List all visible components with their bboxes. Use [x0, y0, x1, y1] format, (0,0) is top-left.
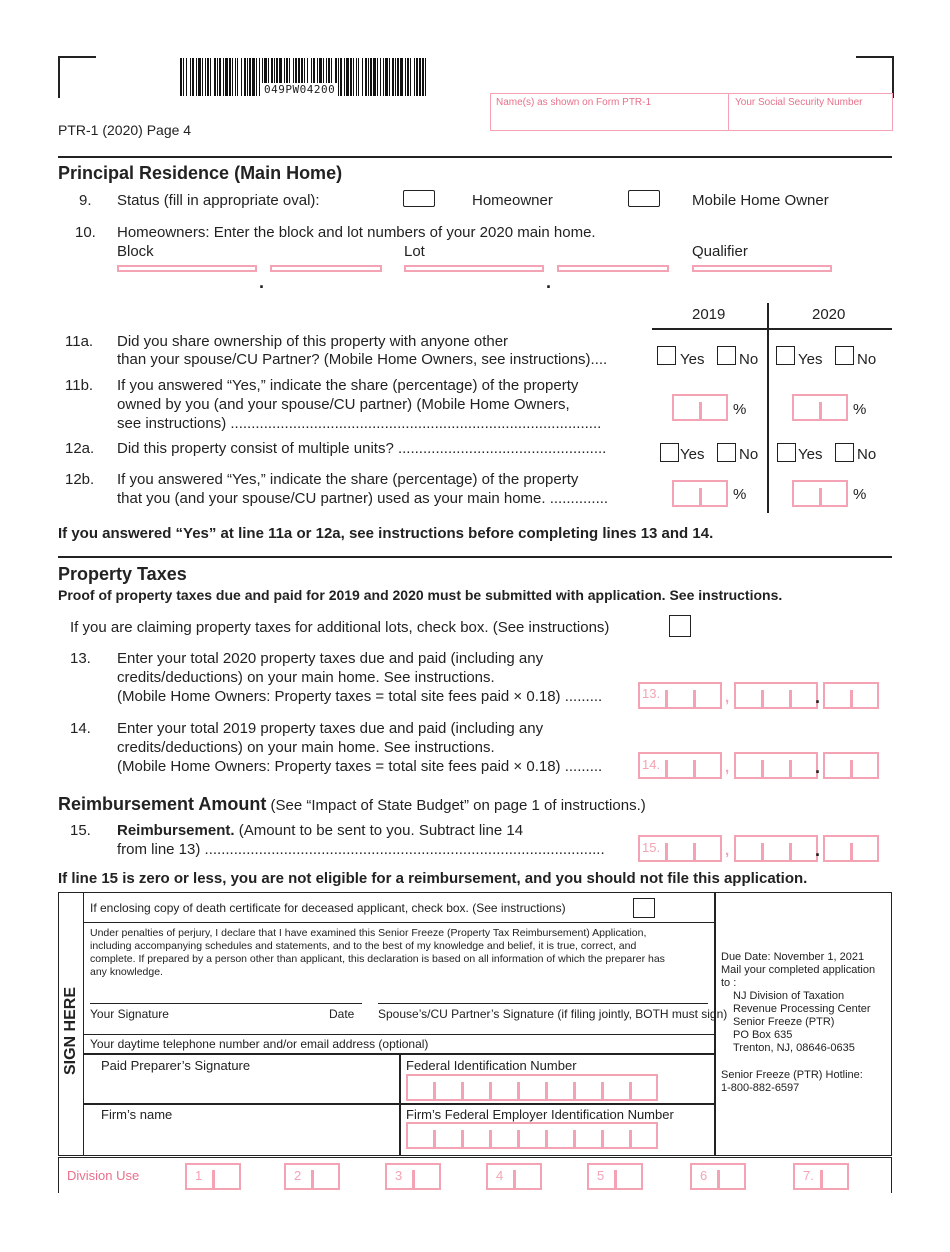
homeowner-oval[interactable]	[403, 190, 435, 207]
barcode-bar	[385, 58, 388, 96]
divider	[84, 922, 714, 923]
barcode-bar	[410, 58, 411, 96]
division-use-field[interactable]	[587, 1163, 643, 1190]
cell-divider	[545, 1082, 548, 1101]
cell-divider	[850, 690, 853, 709]
division-use-field[interactable]	[385, 1163, 441, 1190]
your-signature-label: Your Signature	[90, 1007, 169, 1021]
hotline-label: Senior Freeze (PTR) Hotline:	[721, 1069, 863, 1081]
barcode-bar	[405, 58, 406, 96]
cell-divider	[601, 1130, 604, 1149]
line-11a-text-1: Did you share ownership of this property with anyone other	[117, 333, 509, 350]
cell-divider	[819, 488, 822, 507]
spouse-signature-line[interactable]	[378, 1003, 708, 1004]
block-label: Block	[117, 243, 154, 260]
barcode-bar	[356, 58, 357, 96]
barcode-bar	[362, 58, 363, 96]
sign-here-label: SIGN HERE	[62, 987, 79, 1076]
mail-line: to :	[721, 977, 737, 989]
cell-divider	[699, 402, 702, 421]
due-date: Due Date: November 1, 2021	[721, 951, 865, 963]
mail-info	[721, 951, 875, 1095]
amount-dot: .	[815, 687, 821, 707]
cell-divider	[789, 843, 792, 862]
year-column-divider	[767, 303, 769, 513]
barcode-bar	[377, 58, 378, 96]
division-use-number: 1	[195, 1168, 203, 1183]
barcode-bar	[192, 58, 194, 96]
cell-divider	[761, 843, 764, 862]
division-use-number: 7.	[803, 1168, 814, 1183]
corner-mark-right	[856, 56, 894, 98]
no-label: No	[739, 351, 759, 368]
line-11a-text-2: than your spouse/CU Partner? (Mobile Home Owners, see instructions)....	[117, 351, 608, 368]
percent-sign: %	[853, 486, 867, 503]
yes-label: Yes	[798, 351, 823, 368]
amount-cell-group[interactable]	[638, 752, 722, 779]
barcode-bar	[219, 58, 221, 96]
line-13-box-label: 13.	[642, 686, 661, 701]
address-line: Senior Freeze (PTR)	[733, 1016, 835, 1028]
11b-2019-percent-field[interactable]	[672, 394, 728, 421]
barcode-bar	[338, 58, 339, 96]
barcode-bar	[392, 58, 394, 96]
preparer-divider	[399, 1053, 401, 1156]
line-13-text-1: Enter your total 2020 property taxes due and paid (including any	[117, 650, 544, 667]
division-use-field[interactable]	[793, 1163, 849, 1190]
12a-2020-yes-checkbox[interactable]	[777, 443, 796, 462]
cell-divider	[601, 1082, 604, 1101]
mail-column-divider	[714, 892, 716, 1156]
cell-divider	[629, 1130, 632, 1149]
fed-id-field[interactable]	[406, 1074, 658, 1101]
barcode-bar	[350, 58, 352, 96]
amount-comma: ,	[725, 689, 730, 706]
barcode-bar	[196, 58, 197, 96]
no-label: No	[739, 446, 759, 463]
qualifier-label: Qualifier	[692, 243, 748, 260]
cell-divider	[789, 690, 792, 709]
11a-2020-no-checkbox[interactable]	[835, 346, 854, 365]
cell-divider	[489, 1130, 492, 1149]
barcode-bar	[186, 58, 187, 96]
barcode-bar	[232, 58, 233, 96]
barcode-bar	[235, 58, 236, 96]
cell-divider	[629, 1082, 632, 1101]
section-title-taxes: Property Taxes	[58, 564, 187, 584]
barcode-bar	[202, 58, 203, 96]
amount-cell-group[interactable]	[734, 835, 821, 862]
division-use-number: 6	[700, 1168, 708, 1183]
barcode-bar	[241, 58, 242, 96]
perjury-line: including accompanying schedules and statements, and to the best of my knowledge and belief, it is true, correct, and	[90, 940, 637, 952]
line-10-text: Homeowners: Enter the block and lot numbers of your 2020 main home.	[117, 224, 596, 241]
cell-divider	[665, 843, 668, 862]
division-use-number: 3	[395, 1168, 403, 1183]
preparer-signature-label: Paid Preparer’s Signature	[101, 1058, 251, 1073]
division-use-field[interactable]	[486, 1163, 542, 1190]
12a-2019-no-checkbox[interactable]	[717, 443, 736, 462]
barcode-bar	[389, 58, 390, 96]
barcode-bar	[252, 58, 255, 96]
barcode-bar	[237, 58, 238, 96]
firm-name-label: Firm’s name	[101, 1107, 173, 1122]
divider	[58, 556, 892, 558]
divider	[84, 1103, 714, 1105]
line-14-number: 14.	[70, 720, 91, 737]
barcode-bar	[368, 58, 369, 96]
barcode-bar	[205, 58, 206, 96]
amount-dot: .	[815, 840, 821, 860]
barcode-bar	[229, 58, 231, 96]
line-11b-text-2: owned by you (and your spouse/CU partner) (Mobile Home Owners,	[117, 396, 570, 413]
additional-lots-checkbox[interactable]	[669, 615, 691, 637]
ssn-field[interactable]	[728, 93, 893, 131]
division-use-number: 2	[294, 1168, 302, 1183]
amount-cell-group[interactable]	[734, 752, 821, 779]
death-cert-checkbox[interactable]	[633, 898, 655, 918]
amount-cell-group[interactable]	[823, 682, 879, 709]
reimbursement-warning: If line 15 is zero or less, you are not eligible for a reimbursement, and you should not file this application.	[58, 870, 808, 887]
barcode-bar	[416, 58, 418, 96]
section-title-reimbursement	[58, 794, 646, 815]
mobile-home-label: Mobile Home Owner	[692, 192, 829, 209]
hotline-number: 1-800-882-6597	[721, 1082, 800, 1094]
division-use-box	[58, 1157, 892, 1193]
ssn-label: Your Social Security Number	[735, 97, 863, 108]
barcode-bar	[370, 58, 372, 96]
line-15-text-1	[117, 822, 523, 839]
cell-divider	[665, 690, 668, 709]
address-line: Revenue Processing Center	[733, 1003, 871, 1015]
amount-cell-group[interactable]	[638, 835, 722, 862]
cell-divider	[850, 843, 853, 862]
cell-divider	[461, 1130, 464, 1149]
line-13-number: 13.	[70, 650, 91, 667]
additional-lots-text: If you are claiming property taxes for additional lots, check box. (See instructions)	[70, 619, 610, 636]
line-11b-text-1: If you answered “Yes,” indicate the share (percentage) of the property	[117, 377, 579, 394]
barcode-bar	[425, 58, 426, 96]
barcode-bar	[383, 58, 384, 96]
barcode-bar	[180, 58, 182, 96]
cell-divider	[212, 1170, 215, 1189]
mobile-home-oval[interactable]	[628, 190, 660, 207]
barcode-bar	[190, 58, 191, 96]
12b-2019-percent-field[interactable]	[672, 480, 728, 507]
lot-suffix-field[interactable]	[557, 265, 669, 272]
barcode-bar	[244, 58, 246, 96]
cell-divider	[573, 1082, 576, 1101]
barcode-bar	[365, 58, 367, 96]
cell-divider	[461, 1082, 464, 1101]
barcode-bar	[373, 58, 376, 96]
lot-label: Lot	[404, 243, 425, 260]
line-14-text-3: (Mobile Home Owners: Property taxes = total site fees paid × 0.18) .........	[117, 758, 603, 775]
year-2019-header: 2019	[692, 306, 726, 323]
barcode-bar	[210, 58, 211, 96]
your-signature-line[interactable]	[90, 1003, 362, 1004]
11a-2019-yes-checkbox[interactable]	[657, 346, 676, 365]
division-use-field[interactable]	[185, 1163, 241, 1190]
amount-cell-group[interactable]	[823, 752, 879, 779]
no-label: No	[857, 446, 877, 463]
year-divider	[652, 328, 892, 330]
divider	[58, 156, 892, 158]
cell-divider	[819, 402, 822, 421]
divider	[84, 1034, 714, 1035]
barcode-bar	[414, 58, 415, 96]
death-cert-text: If enclosing copy of death certificate for deceased applicant, check box. (See instructions)	[90, 901, 566, 915]
division-use-field[interactable]	[690, 1163, 746, 1190]
reimbursement-note: (See “Impact of State Budget” on page 1 of instructions.)	[270, 797, 646, 814]
cell-divider	[489, 1082, 492, 1101]
line-14-box-label: 14.	[642, 757, 661, 772]
line-11b-text-3: see instructions) .........................................................................................	[117, 415, 602, 432]
cell-divider	[433, 1082, 436, 1101]
barcode-bar	[407, 58, 409, 96]
barcode-bar	[340, 58, 342, 96]
barcode-bar	[259, 58, 260, 96]
barcode-bar	[400, 58, 403, 96]
line-15-desc: (Amount to be sent to you. Subtract line 14	[238, 822, 524, 839]
firm-fein-field[interactable]	[406, 1122, 658, 1149]
barcode-bar	[395, 58, 396, 96]
spouse-signature-label: Spouse’s/CU Partner’s Signature (if filing jointly, BOTH must sign)	[378, 1007, 728, 1021]
cell-divider	[614, 1170, 617, 1189]
barcode-bar	[346, 58, 349, 96]
cell-divider	[573, 1130, 576, 1149]
barcode-bar	[223, 58, 224, 96]
line-12b-text-2: that you (and your spouse/CU partner) used as your main home. ..............	[117, 490, 609, 507]
division-use-label: Division Use	[67, 1168, 140, 1183]
cell-divider	[820, 1170, 823, 1189]
block-number-field[interactable]	[117, 265, 257, 272]
barcode-bar	[422, 58, 424, 96]
barcode-bar	[247, 58, 248, 96]
perjury-line: any knowledge.	[90, 966, 163, 978]
barcode-bar	[397, 58, 399, 96]
percent-sign: %	[733, 486, 747, 503]
line-12a-text: Did this property consist of multiple units? ..................................................	[117, 440, 607, 457]
cell-divider	[717, 1170, 720, 1189]
cell-divider	[789, 760, 792, 779]
amount-comma: ,	[725, 759, 730, 776]
perjury-statement	[90, 927, 710, 979]
homeowner-label: Homeowner	[472, 192, 553, 209]
12a-2019-yes-checkbox[interactable]	[660, 443, 679, 462]
amount-cell-group[interactable]	[638, 682, 722, 709]
yes-label: Yes	[680, 446, 705, 463]
taxes-proof: Proof of property taxes due and paid for 2019 and 2020 must be submitted with application. See instructions.	[58, 587, 783, 603]
line-13-text-3: (Mobile Home Owners: Property taxes = total site fees paid × 0.18) .........	[117, 688, 603, 705]
phone-label: Your daytime telephone number and/or email address (optional)	[90, 1037, 429, 1051]
line-14-text-2: credits/deductions) on your main home. See instructions.	[117, 739, 495, 756]
line-12b-number: 12b.	[65, 471, 95, 488]
perjury-line: Under penalties of perjury, I declare that I have examined this Senior Freeze (Property Tax Reimbursement) Application,	[90, 927, 647, 939]
yes-label: Yes	[798, 446, 823, 463]
cell-divider	[693, 843, 696, 862]
barcode-bar	[380, 58, 381, 96]
barcode-number: 049PW04200	[264, 83, 336, 96]
division-use-number: 5	[597, 1168, 605, 1183]
mail-line: Mail your completed application	[721, 964, 876, 976]
line-11a-number: 11a.	[65, 333, 94, 350]
11a-2019-no-checkbox[interactable]	[717, 346, 736, 365]
address-line: PO Box 635	[733, 1029, 793, 1041]
percent-sign: %	[853, 401, 867, 418]
line-15-bold: Reimbursement.	[117, 822, 235, 839]
line-13-text-2: credits/deductions) on your main home. See instructions.	[117, 669, 495, 686]
barcode-bar	[183, 58, 184, 96]
barcode-bar	[419, 58, 421, 96]
amount-cell-group[interactable]	[823, 835, 879, 862]
cell-divider	[311, 1170, 314, 1189]
reimbursement-title: Reimbursement Amount	[58, 794, 267, 814]
date-label: Date	[329, 1007, 355, 1021]
name-field[interactable]	[490, 93, 730, 131]
cell-divider	[693, 690, 696, 709]
cell-divider	[665, 760, 668, 779]
line-14-text-1: Enter your total 2019 property taxes due and paid (including any	[117, 720, 544, 737]
11b-2020-percent-field[interactable]	[792, 394, 848, 421]
no-label: No	[857, 351, 877, 368]
percent-sign: %	[733, 401, 747, 418]
address-line: NJ Division of Taxation	[733, 990, 845, 1002]
name-label: Name(s) as shown on Form PTR-1	[496, 97, 652, 108]
barcode-bar	[225, 58, 228, 96]
amount-dot: .	[815, 757, 821, 777]
line-11b-number: 11b.	[65, 377, 94, 394]
block-dot: .	[259, 272, 265, 292]
line-10-number: 10.	[75, 224, 96, 241]
cell-divider	[693, 760, 696, 779]
cell-divider	[412, 1170, 415, 1189]
qualifier-field[interactable]	[692, 265, 832, 272]
fed-id-label: Federal Identification Number	[406, 1058, 577, 1073]
line-9-number: 9.	[79, 192, 92, 209]
lot-number-field[interactable]	[404, 265, 544, 272]
barcode-bar	[353, 58, 354, 96]
page-label: PTR-1 (2020) Page 4	[58, 122, 192, 138]
barcode-bar	[217, 58, 218, 96]
12a-2020-no-checkbox[interactable]	[835, 443, 854, 462]
address-line: Trenton, NJ, 08646-0635	[733, 1042, 855, 1054]
cell-divider	[545, 1130, 548, 1149]
cell-divider	[513, 1170, 516, 1189]
residence-note: If you answered “Yes” at line 11a or 12a, see instructions before completing lines 13 and 14.	[58, 525, 714, 542]
division-use-field[interactable]	[284, 1163, 340, 1190]
barcode-bar	[256, 58, 257, 96]
cell-divider	[850, 760, 853, 779]
amount-cell-group[interactable]	[734, 682, 821, 709]
firm-fein-label: Firm’s Federal Employer Identification Number	[406, 1107, 674, 1122]
line-12b-text-1: If you answered “Yes,” indicate the share (percentage) of the property	[117, 471, 579, 488]
12b-2020-percent-field[interactable]	[792, 480, 848, 507]
corner-mark-left	[58, 56, 96, 98]
barcode-bar	[198, 58, 201, 96]
barcode-bar	[207, 58, 209, 96]
barcode-bar	[358, 58, 359, 96]
barcode-bar	[249, 58, 251, 96]
section-title-residence: Principal Residence (Main Home)	[58, 163, 343, 183]
amount-comma: ,	[725, 842, 730, 859]
block-suffix-field[interactable]	[270, 265, 382, 272]
cell-divider	[517, 1130, 520, 1149]
line-15-box-label: 15.	[642, 840, 661, 855]
line-15-number: 15.	[70, 822, 91, 839]
lot-dot: .	[546, 272, 552, 292]
perjury-line: complete. If prepared by a person other than applicant, this declaration is based on all information of which the preparer has	[90, 953, 665, 965]
cell-divider	[517, 1082, 520, 1101]
cell-divider	[761, 690, 764, 709]
barcode-bar	[344, 58, 345, 96]
11a-2020-yes-checkbox[interactable]	[776, 346, 795, 365]
yes-label: Yes	[680, 351, 705, 368]
cell-divider	[433, 1130, 436, 1149]
cell-divider	[699, 488, 702, 507]
cell-divider	[761, 760, 764, 779]
year-2020-header: 2020	[812, 306, 846, 323]
line-9-text: Status (fill in appropriate oval):	[117, 192, 320, 209]
division-use-number: 4	[496, 1168, 504, 1183]
barcode-bar	[214, 58, 216, 96]
line-15-text-2: from line 13) ................................................................................................	[117, 841, 605, 858]
line-12a-number: 12a.	[65, 440, 95, 457]
